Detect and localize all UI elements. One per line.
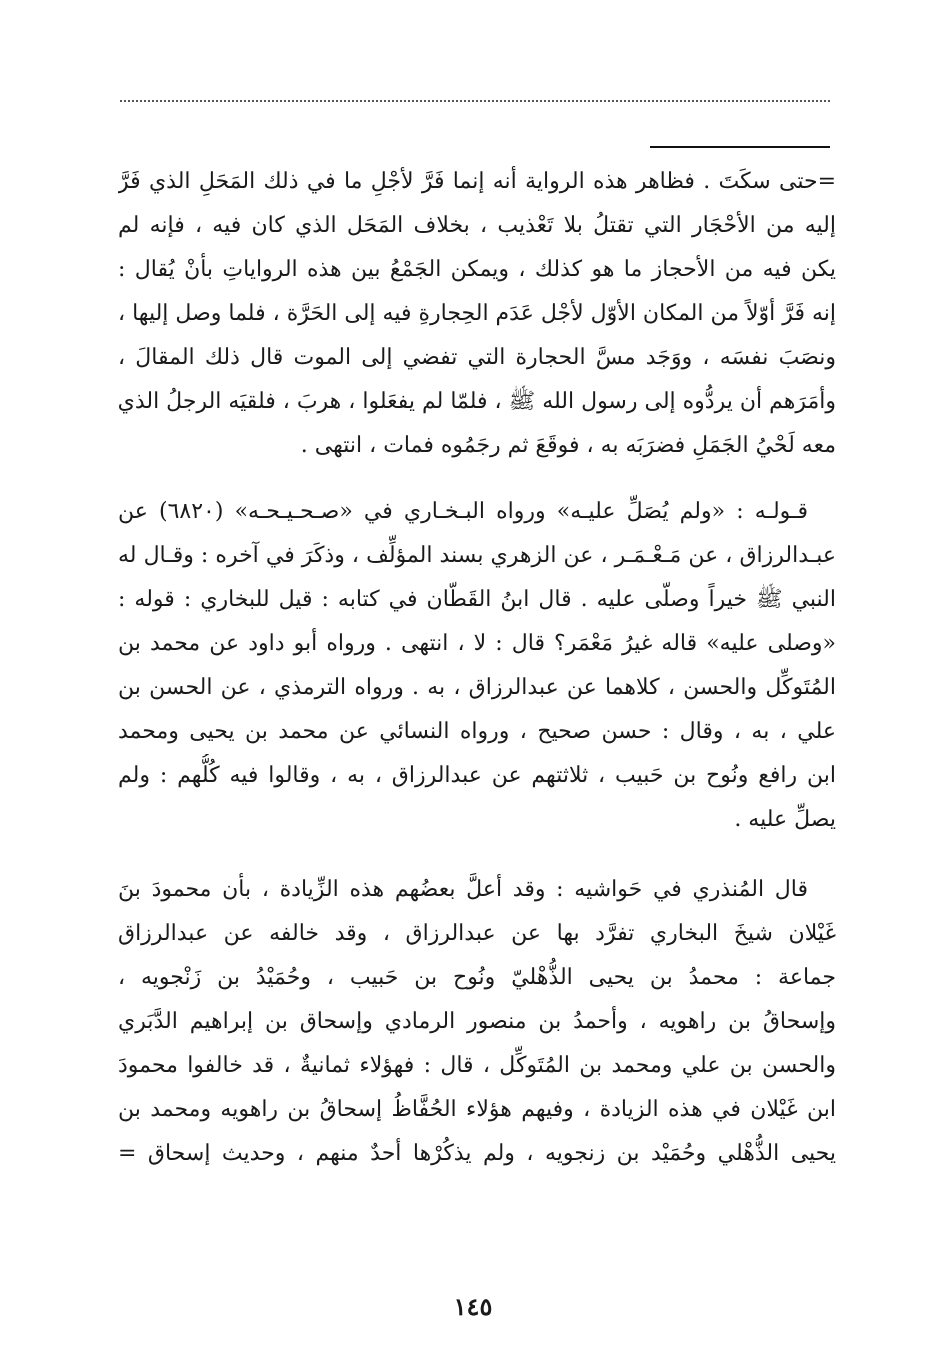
page-number: ١٤٥ [453,1292,493,1321]
text-line: قـولـه : «ولم يُصَلِّ عليـه» ورواه البـخـاري في «صـحـيـحـه» (٦٨٢٠) عن [118,499,809,524]
text-line: عبـدالرزاق ، عن مَـعْـمَـر ، عن الزهري بسند المؤلِّف ، وذكَرَ في آخره : وقـال له [118,543,836,568]
text-line: المُتَوكِّل والحسن ، كلاهما عن عبدالرزاق ، به . ورواه الترمذي ، عن الحسن بن [118,675,836,700]
text-line: إنه فَرَّ أوّلاً من المكان الأوّل لأجْل عَدَم الحِجارةِ فيه إلى الحَرَّة ، فلما وصل إليها ، [118,301,836,326]
text-line: وإسحاقُ بن راهويه ، وأحمدُ بن منصور الرمادي وإسحاق بن إبراهيم الدَّبَري [118,1009,836,1034]
text-line: غَيْلان شيخَ البخاري تفرَّد بها عن عبدالرزاق ، وقد خالفه عن عبدالرزاق [118,921,836,946]
text-line: «وصلى عليه» قاله غيرُ مَعْمَر؟ قال : لا ، انتهى . ورواه أبو داود عن محمد بن [118,631,836,656]
text-line: قال المُنذري في حَواشيه : وقد أعلَّ بعضُهم هذه الزِّيادة ، بأن محمودَ بنَ [118,877,808,902]
text-line: جماعة : محمدُ بن يحيى الذُّهْليّ ونُوح بن حَبيب ، وحُمَيْدُ بن زَنْجويه ، [118,965,836,990]
header-dotted-rule [120,100,830,102]
text-line: يحيى الذُّهْلي وحُمَيْد بن زنجويه ، ولم يذكُرْها أحدٌ منهم ، وحديث إسحاق = [118,1141,836,1166]
text-line: ابن غَيْلان في هذه الزيادة ، وفيهم هؤلاء الحُفَّاظُ إسحاقُ بن راهويه ومحمد بن [118,1097,836,1122]
text-line: ابن رافع ونُوح بن حَبيب ، ثلاثتهم عن عبدالرزاق ، به ، وقالوا فيه كُلُّهم : ولم [118,763,836,788]
text-line: معه لَحْيُ الجَمَلِ فضرَبَه به ، فوقَعَ ثم رجَمُوه فمات ، انتهى . [300,433,836,458]
text-line: يكن فيه من الأحجاز ما هو كذلك ، ويمكن الجَمْعُ بين هذه الرواياتِ بأنْ يُقال : [118,257,836,282]
text-line: ونصَبَ نفسَه ، ووَجَد مسَّ الحجارة التي تفضي إلى الموت قال ذلك المقالَ ، [118,345,836,370]
text-line: وأمَرَهم أن يردُّوه إلى رسول الله ﷺ ، فلمّا لم يفعَلوا ، هربَ ، فلقيَه الرجلُ الذي [118,389,836,414]
footnote-separator-rule [650,146,830,148]
text-line: يصلِّ عليه . [734,807,836,832]
text-line: والحسن بن علي ومحمد بن المُتَوكِّل ، قال : فهؤلاء ثمانيةٌ ، قد خالفوا محمودَ [118,1053,836,1078]
text-line: =حتى سكَتَ . فظاهر هذه الرواية أنه إنما فَرَّ لأجْلِ ما في ذلك المَحَلِ الذي فَرَّ [118,169,836,194]
text-line: إليه من الأحْجَار التي تقتلُ بلا تَعْذيب ، بخلاف المَحَل الذي كان فيه ، فإنه لم [118,213,836,238]
text-line: علي ، به ، وقال : حسن صحيح ، ورواه النسائي عن محمد بن يحيى ومحمد [118,719,836,744]
text-line: النبي ﷺ خيراً وصلّى عليه . قال ابنُ القَطّان في كتابه : قيل للبخاري : قوله : [118,587,836,612]
